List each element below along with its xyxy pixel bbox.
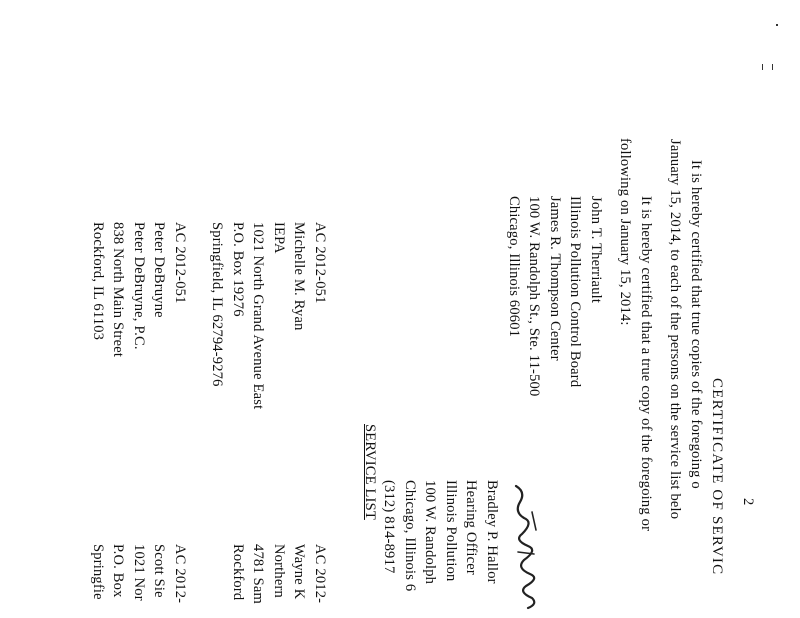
entry-line: P.O. Box 19276 bbox=[230, 222, 246, 317]
entry-line: AC 2012-051 bbox=[172, 222, 188, 304]
scan-speck bbox=[772, 64, 773, 70]
address-line: James R. Thompson Center bbox=[547, 196, 563, 361]
certificate-heading: CERTIFICATE OF SERVIC bbox=[709, 378, 725, 576]
entry-line: 1021 North Grand Avenue East bbox=[250, 222, 267, 410]
page-number bbox=[738, 498, 759, 505]
entry-line: AC 2012- bbox=[312, 544, 328, 604]
paragraph-1-line-1: It is hereby certified that true copies of the foregoing o bbox=[688, 160, 704, 489]
entry-line: IEPA bbox=[271, 222, 287, 254]
page-number-text: 2 bbox=[740, 498, 756, 506]
board-address bbox=[504, 196, 607, 396]
entry-line: AC 2012- bbox=[172, 544, 188, 604]
address-line: 100 W. Randolph bbox=[422, 480, 439, 585]
scan-speck bbox=[776, 24, 778, 26]
entry-line: AC 2012-051 bbox=[312, 222, 328, 304]
service-list-entry bbox=[88, 222, 191, 357]
entry-line: Wayne K bbox=[291, 544, 308, 600]
entry-line: Rockford bbox=[230, 544, 246, 601]
paragraph-1-line-2: January 15, 2014, to each of the persons on the service list belo bbox=[667, 139, 684, 520]
hearing-officer-address bbox=[379, 480, 502, 591]
entry-line: Rockford, IL 61103 bbox=[90, 222, 106, 341]
entry-line: Springfie bbox=[90, 544, 106, 600]
scan-speck bbox=[762, 64, 763, 70]
service-list-title: SERVICE LIST bbox=[362, 424, 378, 520]
address-line: Bradley P. Hallor bbox=[484, 480, 500, 584]
address-line: Hearing Officer bbox=[463, 480, 480, 575]
address-line: John T. Therriault bbox=[588, 196, 604, 304]
entry-line: P.O. Box bbox=[110, 544, 127, 598]
entry-line: 1021 Nor bbox=[131, 544, 147, 601]
service-list-entry bbox=[207, 222, 330, 409]
paragraph-2-line-2: following on January 15, 2014: bbox=[617, 138, 634, 326]
address-line: Chicago, Illinois 60601 bbox=[506, 196, 522, 338]
certificate-heading-block bbox=[707, 378, 728, 575]
address-line: 100 W. Randolph St., Ste. 11-500 bbox=[526, 196, 543, 397]
service-list-entry bbox=[228, 544, 331, 604]
entry-line: Northern bbox=[271, 544, 287, 598]
entry-line: Peter DeBruyne bbox=[151, 222, 168, 318]
entry-line: Scott Sie bbox=[151, 544, 168, 598]
entry-line: 838 North Main Street bbox=[110, 222, 127, 358]
handwritten-signature bbox=[510, 482, 544, 610]
entry-line: Peter DeBruyne, P.C. bbox=[131, 222, 147, 350]
entry-line: Michelle M. Ryan bbox=[291, 222, 308, 331]
address-line: (312) 814-8917 bbox=[381, 480, 398, 574]
address-line: Illinois Pollution bbox=[443, 480, 459, 582]
entry-line: Springfield, IL 62794-9276 bbox=[209, 222, 226, 387]
service-list-title-block bbox=[360, 424, 381, 520]
paragraph-1 bbox=[665, 139, 706, 520]
paragraph-2 bbox=[615, 138, 656, 532]
paragraph-2-line-1: It is hereby certified that a true copy of the foregoing or bbox=[638, 196, 654, 532]
address-line: Illinois Pollution Control Board bbox=[567, 196, 584, 388]
entry-line: 4781 Sam bbox=[250, 544, 267, 605]
address-line: Chicago, Illinois 6 bbox=[402, 480, 418, 592]
service-list-entry bbox=[88, 544, 191, 603]
